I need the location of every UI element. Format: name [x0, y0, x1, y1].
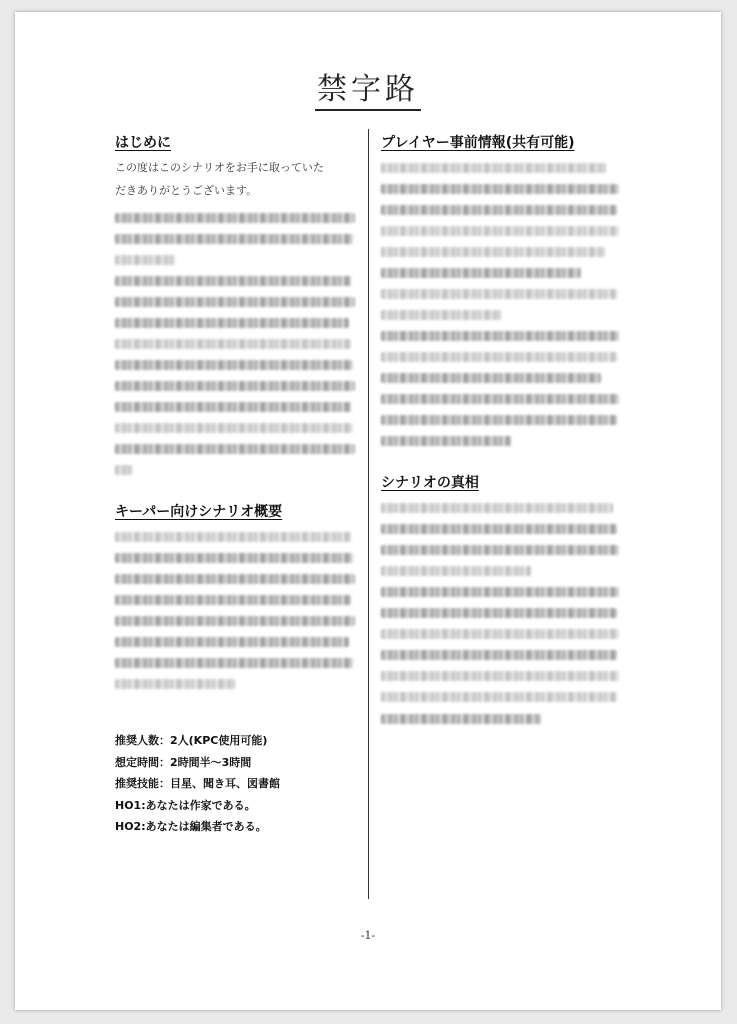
redacted-line [115, 276, 351, 286]
redacted-line [115, 553, 353, 563]
truth-heading: シナリオの真相 [381, 475, 479, 491]
redacted-line [381, 650, 617, 660]
redacted-line [381, 608, 617, 618]
redacted-line [381, 289, 617, 299]
redacted-line [381, 352, 617, 362]
scenario-specs [115, 730, 280, 838]
intro-heading: はじめに [115, 135, 171, 151]
truth-redacted-text [381, 503, 621, 702]
redacted-line [381, 436, 511, 446]
redacted-line [115, 637, 349, 647]
right-column [381, 132, 621, 724]
redacted-line [115, 532, 351, 542]
player-info-redacted-text [381, 163, 621, 446]
document-title [15, 64, 721, 108]
redacted-line [381, 373, 601, 383]
redacted-line [115, 574, 355, 584]
redacted-line [381, 503, 613, 513]
redacted-line [115, 465, 133, 475]
spec-players: 推奨人数：2人(KPC使用可能) [115, 734, 268, 747]
page-number: -1- [360, 929, 376, 942]
spec-skills: 推奨技能：目星、聞き耳、図書館 [115, 777, 280, 790]
redacted-line [115, 402, 351, 412]
redacted-line [115, 339, 351, 349]
redacted-line [381, 629, 619, 639]
redacted-line [115, 255, 175, 265]
intro-line-1: この度はこのシナリオをお手に取っていた [115, 161, 324, 174]
spec-time: 想定時間：2時間半〜3時間 [115, 755, 252, 769]
redacted-line [115, 234, 353, 244]
redacted-line [115, 381, 355, 391]
left-column [115, 132, 355, 689]
document-title-text: 禁字路 [315, 72, 421, 111]
redacted-line [381, 394, 619, 404]
redacted-line [381, 587, 619, 597]
redacted-line [381, 331, 619, 341]
redacted-line [381, 545, 619, 555]
spec-ho1: HO1:あなたは作家である。 [115, 798, 256, 812]
redacted-line [115, 360, 353, 370]
spec-ho2: HO2:あなたは編集者である。 [115, 820, 267, 833]
redacted-line [381, 692, 617, 702]
intro-text [115, 156, 357, 202]
redacted-line [115, 679, 235, 689]
redacted-line [115, 444, 355, 454]
redacted-line [381, 247, 605, 257]
redacted-line [381, 671, 619, 681]
truth-redacted-footer [381, 714, 621, 724]
redacted-line [115, 658, 353, 668]
redacted-line [381, 184, 619, 194]
redacted-line [115, 616, 355, 626]
intro-line-2: だきありがとうございます。 [115, 184, 258, 197]
redacted-line [115, 318, 349, 328]
redacted-line [381, 268, 581, 278]
redacted-line [381, 714, 541, 724]
redacted-line [381, 566, 531, 576]
redacted-line [381, 310, 501, 320]
intro-redacted-text [115, 213, 355, 475]
overview-heading: キーパー向けシナリオ概要 [115, 504, 283, 520]
redacted-line [381, 205, 617, 215]
redacted-line [381, 163, 606, 173]
column-divider [368, 129, 369, 899]
redacted-line [381, 226, 619, 236]
redacted-line [115, 297, 355, 307]
redacted-line [381, 524, 617, 534]
redacted-line [115, 595, 351, 605]
redacted-line [115, 213, 355, 223]
redacted-line [115, 423, 353, 433]
overview-redacted-text [115, 532, 355, 689]
document-page [15, 12, 721, 1010]
player-info-heading: プレイヤー事前情報(共有可能) [381, 135, 575, 151]
redacted-line [381, 415, 617, 425]
